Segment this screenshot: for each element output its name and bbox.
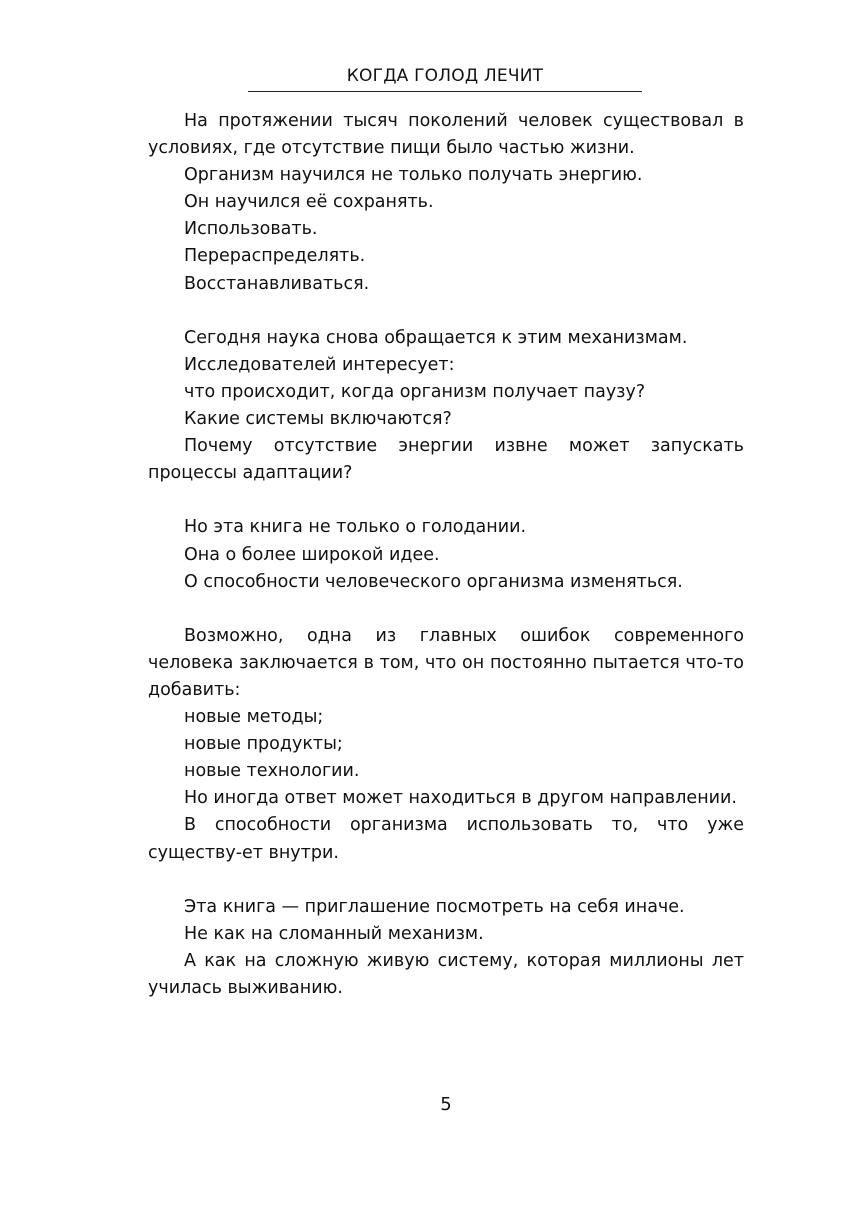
paragraph-gap — [148, 596, 744, 623]
paragraph: О способности человеческого организма изменяться. — [184, 571, 683, 592]
paragraph: Он научился её сохранять. — [184, 192, 434, 213]
paragraph: Не как на сломанный механизм. — [184, 923, 484, 944]
paragraph: Перераспределять. — [184, 246, 366, 267]
paragraph: Какие системы включаются? — [184, 409, 452, 430]
paragraph: Возможно, одна из главных ошибок современного человека заключается в том, что он постоянно пытается что-то добавить: — [148, 625, 744, 700]
paragraph: Она о более широкой идее. — [184, 544, 440, 565]
paragraph: Но иногда ответ может находиться в другом направлении. — [184, 788, 737, 809]
paragraph: Эта книга — приглашение посмотреть на себя иначе. — [184, 896, 685, 917]
paragraph: новые методы; — [184, 707, 324, 728]
paragraph: Но эта книга не только о голодании. — [184, 517, 527, 538]
paragraph: новые продукты; — [184, 734, 343, 755]
paragraph-gap — [148, 298, 744, 325]
paragraph-gap — [148, 867, 744, 894]
body-text — [148, 108, 744, 1002]
paragraph: Использовать. — [184, 219, 318, 240]
paragraph: что происходит, когда организм получает паузу? — [184, 381, 646, 402]
paragraph: Организм научился не только получать энергию. — [184, 165, 643, 186]
paragraph: Сегодня наука снова обращается к этим механизмам. — [184, 327, 688, 348]
paragraph-gap — [148, 487, 744, 514]
paragraph: Исследователей интересует: — [184, 354, 455, 375]
page-number: 5 — [440, 1094, 452, 1115]
paragraph: А как на сложную живую систему, которая миллионы лет училась выживанию. — [148, 950, 744, 998]
paragraph: новые технологии. — [184, 761, 360, 782]
header-rule — [248, 91, 642, 92]
paragraph: Почему отсутствие энергии извне может запускать процессы адаптации? — [148, 436, 744, 484]
paragraph: Восстанавливаться. — [184, 273, 370, 294]
paragraph: В способности организма использовать то, что уже существу-ет внутри. — [148, 815, 744, 863]
paragraph: На протяжении тысяч поколений человек существовал в условиях, где отсутствие пищи было частью жизни. — [148, 111, 744, 159]
running-title: КОГДА ГОЛОД ЛЕЧИТ — [346, 66, 544, 86]
